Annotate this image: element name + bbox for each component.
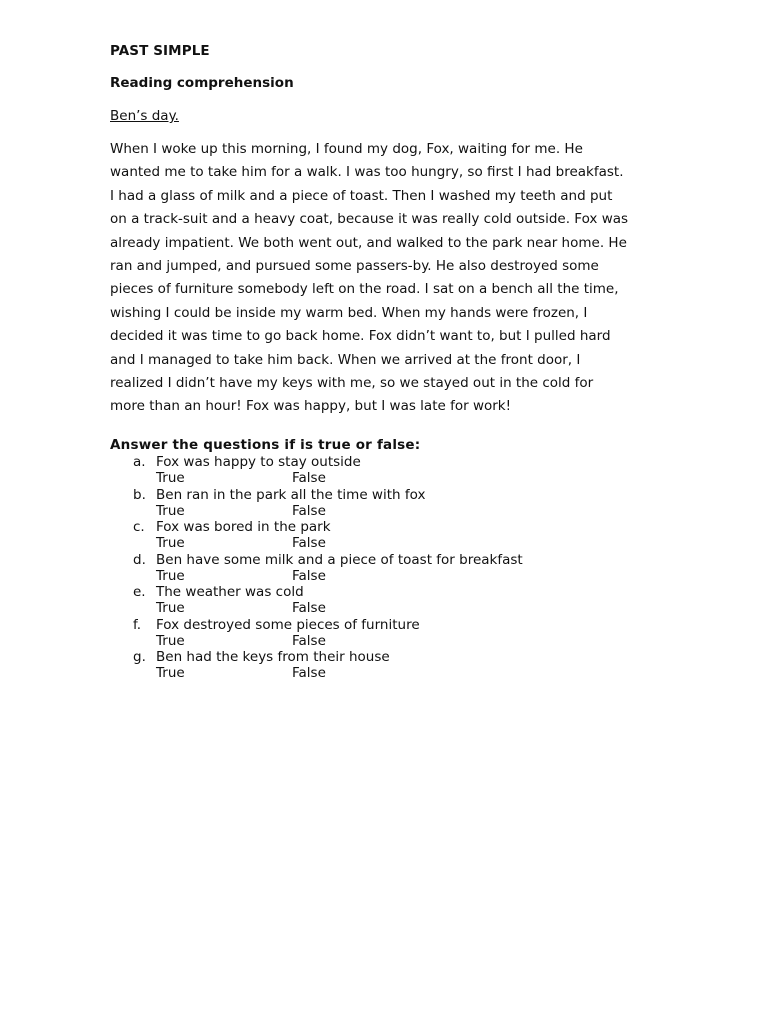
true-option: True bbox=[156, 567, 185, 584]
question-letter: c. bbox=[133, 519, 145, 535]
false-option: False bbox=[292, 470, 326, 486]
question-letter: g. bbox=[133, 649, 146, 665]
question-item-a bbox=[110, 454, 670, 487]
false-option: False bbox=[292, 665, 326, 681]
question-text: Fox was bored in the park bbox=[156, 519, 331, 535]
question-text: Ben have some milk and a piece of toast for breakfast bbox=[156, 551, 523, 568]
paragraph-line: pieces of furniture somebody left on the road. I sat on a bench all the time, bbox=[110, 281, 619, 298]
question-text: Ben had the keys from their house bbox=[156, 649, 390, 665]
question-letter: d. bbox=[133, 551, 146, 568]
paragraph-line: on a track-suit and a heavy coat, because it was really cold outside. Fox was bbox=[110, 211, 629, 228]
true-option: True bbox=[156, 665, 185, 681]
true-option: True bbox=[156, 535, 185, 551]
question-item-e bbox=[110, 584, 670, 617]
paragraph-line: more than an hour! Fox was happy, but I was late for work! bbox=[110, 398, 512, 415]
question-item-f bbox=[110, 617, 670, 650]
question-letter: b. bbox=[133, 486, 146, 503]
question-text: The weather was cold bbox=[156, 584, 304, 600]
question-item-g bbox=[110, 649, 670, 682]
true-option: True bbox=[156, 600, 185, 616]
story-paragraph bbox=[110, 138, 665, 419]
paragraph-line: When I woke up this morning, I found my dog, Fox, waiting for me. He bbox=[110, 141, 583, 157]
document-title: PAST SIMPLE bbox=[110, 43, 210, 59]
question-item-d bbox=[110, 552, 670, 585]
paragraph-line: I had a glass of milk and a piece of toast. Then I washed my teeth and put bbox=[110, 187, 613, 204]
question-letter: e. bbox=[133, 584, 146, 600]
false-option: False bbox=[292, 535, 326, 551]
true-option: True bbox=[156, 470, 185, 486]
true-option: True bbox=[156, 632, 185, 649]
question-text: Fox destroyed some pieces of furniture bbox=[156, 616, 420, 633]
question-letter: f. bbox=[133, 616, 142, 633]
paragraph-line: wanted me to take him for a walk. I was too hungry, so first I had breakfast. bbox=[110, 164, 624, 181]
paragraph-line: already impatient. We both went out, and walked to the park near home. He bbox=[110, 234, 627, 251]
questions-list bbox=[110, 454, 670, 682]
paragraph-line: ran and jumped, and pursued some passers-by. He also destroyed some bbox=[110, 258, 599, 275]
paragraph-line: decided it was time to go back home. Fox didn’t want to, but I pulled hard bbox=[110, 328, 611, 345]
true-option: True bbox=[156, 502, 185, 519]
paragraph-line: and I managed to take him back. When we arrived at the front door, I bbox=[110, 351, 581, 368]
false-option: False bbox=[292, 567, 326, 584]
section-heading: Reading comprehension bbox=[110, 75, 294, 91]
false-option: False bbox=[292, 632, 326, 649]
question-text: Fox was happy to stay outside bbox=[156, 454, 361, 470]
question-item-b bbox=[110, 487, 670, 520]
false-option: False bbox=[292, 502, 326, 519]
paragraph-line: wishing I could be inside my warm bed. When my hands were frozen, I bbox=[110, 304, 588, 321]
question-letter: a. bbox=[133, 454, 146, 470]
false-option: False bbox=[292, 600, 326, 616]
story-title: Ben’s day. bbox=[110, 108, 179, 124]
question-text: Ben ran in the park all the time with fox bbox=[156, 486, 426, 503]
question-item-c bbox=[110, 519, 670, 552]
questions-heading: Answer the questions if is true or false: bbox=[110, 437, 421, 453]
paragraph-line: realized I didn’t have my keys with me, so we stayed out in the cold for bbox=[110, 375, 594, 392]
